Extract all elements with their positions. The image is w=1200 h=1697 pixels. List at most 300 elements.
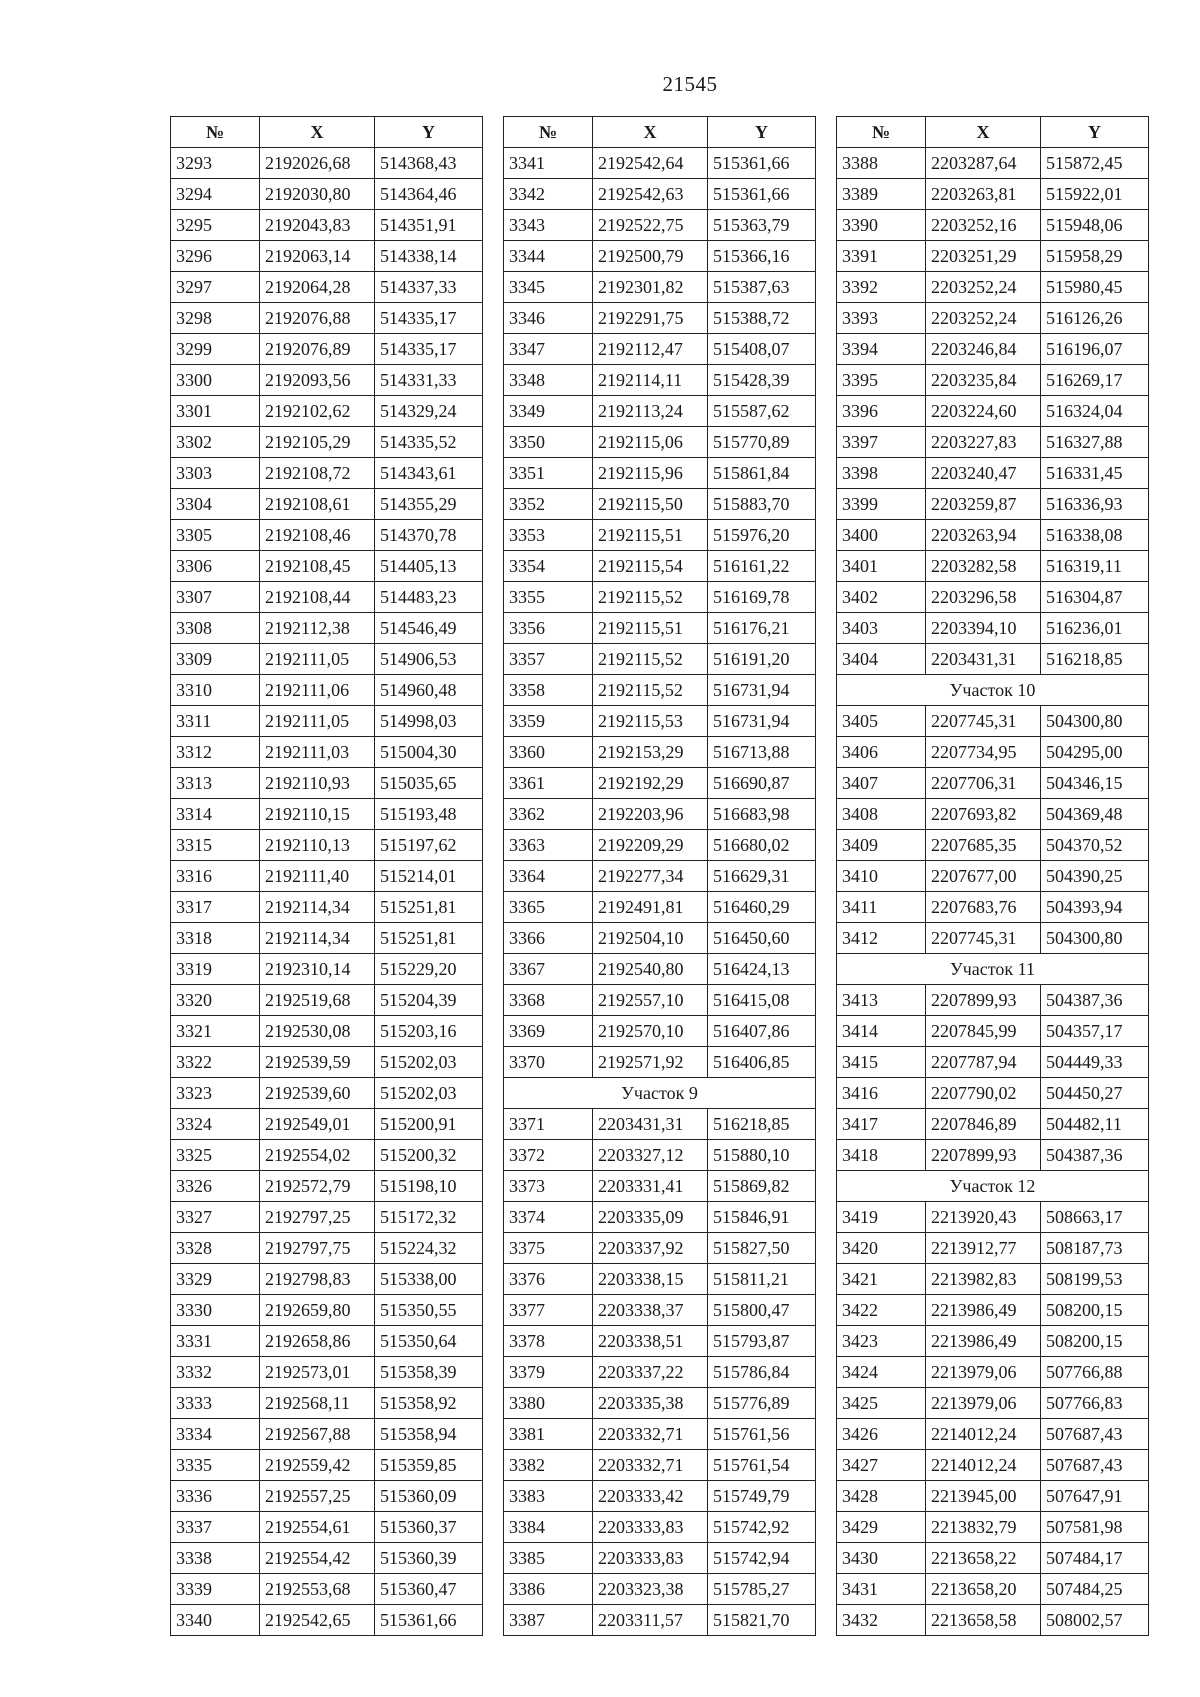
point-number: 3394 [837, 334, 926, 365]
table-row [504, 1481, 816, 1512]
x-coordinate: 2192108,44 [260, 582, 375, 613]
header-row [171, 117, 483, 148]
table-row [171, 923, 483, 954]
x-coordinate: 2192064,28 [260, 272, 375, 303]
y-coordinate: 507766,88 [1041, 1357, 1149, 1388]
header-row [504, 117, 816, 148]
x-coordinate: 2192108,46 [260, 520, 375, 551]
table-row [171, 644, 483, 675]
x-coordinate: 2207685,35 [926, 830, 1041, 861]
y-coordinate: 508002,57 [1041, 1605, 1149, 1636]
coordinates-table-3 [836, 116, 1149, 1636]
x-coordinate: 2192557,10 [593, 985, 708, 1016]
x-coordinate: 2203224,60 [926, 396, 1041, 427]
y-coordinate: 516218,85 [708, 1109, 816, 1140]
x-coordinate: 2192115,50 [593, 489, 708, 520]
table-row [171, 985, 483, 1016]
point-number: 3335 [171, 1450, 260, 1481]
table-row [837, 737, 1149, 768]
point-number: 3381 [504, 1419, 593, 1450]
y-coordinate: 507581,98 [1041, 1512, 1149, 1543]
x-coordinate: 2207790,02 [926, 1078, 1041, 1109]
table-row [504, 396, 816, 427]
y-coordinate: 516319,11 [1041, 551, 1149, 582]
point-number: 3297 [171, 272, 260, 303]
table-row [171, 365, 483, 396]
y-coordinate: 515880,10 [708, 1140, 816, 1171]
point-number: 3294 [171, 179, 260, 210]
x-coordinate: 2203323,38 [593, 1574, 708, 1605]
x-coordinate: 2192554,42 [260, 1543, 375, 1574]
y-coordinate: 514370,78 [375, 520, 483, 551]
point-number: 3408 [837, 799, 926, 830]
point-number: 3374 [504, 1202, 593, 1233]
x-coordinate: 2213986,49 [926, 1295, 1041, 1326]
x-coordinate: 2207845,99 [926, 1016, 1041, 1047]
table-row [171, 1264, 483, 1295]
x-coordinate: 2214012,24 [926, 1450, 1041, 1481]
table-row [171, 1171, 483, 1202]
point-number: 3327 [171, 1202, 260, 1233]
table-row [504, 520, 816, 551]
x-coordinate: 2192153,29 [593, 737, 708, 768]
table-row [837, 1202, 1149, 1233]
x-coordinate: 2192557,25 [260, 1481, 375, 1512]
x-coordinate: 2192798,83 [260, 1264, 375, 1295]
table-row [504, 799, 816, 830]
y-coordinate: 515387,63 [708, 272, 816, 303]
table-row [171, 706, 483, 737]
point-number: 3382 [504, 1450, 593, 1481]
y-coordinate: 515350,55 [375, 1295, 483, 1326]
x-coordinate: 2192559,42 [260, 1450, 375, 1481]
x-coordinate: 2192108,72 [260, 458, 375, 489]
point-number: 3319 [171, 954, 260, 985]
y-coordinate: 515202,03 [375, 1078, 483, 1109]
coordinates-table-2 [503, 116, 816, 1636]
x-coordinate: 2192115,51 [593, 613, 708, 644]
table-row [504, 985, 816, 1016]
table-row [504, 675, 816, 706]
y-coordinate: 514405,13 [375, 551, 483, 582]
point-number: 3396 [837, 396, 926, 427]
point-number: 3400 [837, 520, 926, 551]
x-coordinate: 2192112,38 [260, 613, 375, 644]
point-number: 3305 [171, 520, 260, 551]
x-coordinate: 2213979,06 [926, 1357, 1041, 1388]
y-coordinate: 515811,21 [708, 1264, 816, 1295]
table-row [837, 892, 1149, 923]
y-coordinate: 515388,72 [708, 303, 816, 334]
x-coordinate: 2203394,10 [926, 613, 1041, 644]
point-number: 3398 [837, 458, 926, 489]
table-row [504, 582, 816, 613]
x-coordinate: 2192030,80 [260, 179, 375, 210]
table-row [504, 892, 816, 923]
header-y: Y [1041, 117, 1149, 148]
table-row [504, 1450, 816, 1481]
y-coordinate: 515861,84 [708, 458, 816, 489]
table-row [171, 1078, 483, 1109]
x-coordinate: 2192108,61 [260, 489, 375, 520]
point-number: 3413 [837, 985, 926, 1016]
x-coordinate: 2192115,54 [593, 551, 708, 582]
x-coordinate: 2213979,06 [926, 1388, 1041, 1419]
y-coordinate: 504387,36 [1041, 1140, 1149, 1171]
y-coordinate: 514960,48 [375, 675, 483, 706]
point-number: 3397 [837, 427, 926, 458]
table-row [171, 830, 483, 861]
table-row [837, 272, 1149, 303]
y-coordinate: 515358,94 [375, 1419, 483, 1450]
x-coordinate: 2192102,62 [260, 396, 375, 427]
point-number: 3425 [837, 1388, 926, 1419]
table-row [504, 1016, 816, 1047]
point-number: 3416 [837, 1078, 926, 1109]
x-coordinate: 2192026,68 [260, 148, 375, 179]
y-coordinate: 516629,31 [708, 861, 816, 892]
x-coordinate: 2192549,01 [260, 1109, 375, 1140]
table-row [837, 396, 1149, 427]
table-row [837, 1295, 1149, 1326]
y-coordinate: 515749,79 [708, 1481, 816, 1512]
x-coordinate: 2192542,65 [260, 1605, 375, 1636]
point-number: 3399 [837, 489, 926, 520]
table-row [504, 706, 816, 737]
x-coordinate: 2203335,38 [593, 1388, 708, 1419]
table-row [837, 830, 1149, 861]
y-coordinate: 504369,48 [1041, 799, 1149, 830]
table-row [837, 613, 1149, 644]
point-number: 3304 [171, 489, 260, 520]
y-coordinate: 514329,24 [375, 396, 483, 427]
y-coordinate: 516218,85 [1041, 644, 1149, 675]
point-number: 3371 [504, 1109, 593, 1140]
x-coordinate: 2192108,45 [260, 551, 375, 582]
point-number: 3403 [837, 613, 926, 644]
point-number: 3302 [171, 427, 260, 458]
x-coordinate: 2192209,29 [593, 830, 708, 861]
x-coordinate: 2203338,51 [593, 1326, 708, 1357]
point-number: 3348 [504, 365, 593, 396]
y-coordinate: 516196,07 [1041, 334, 1149, 365]
table-row [171, 458, 483, 489]
x-coordinate: 2192115,06 [593, 427, 708, 458]
table-row [171, 1543, 483, 1574]
x-coordinate: 2203335,09 [593, 1202, 708, 1233]
point-number: 3383 [504, 1481, 593, 1512]
point-number: 3392 [837, 272, 926, 303]
table-row [504, 210, 816, 241]
point-number: 3355 [504, 582, 593, 613]
point-number: 3407 [837, 768, 926, 799]
point-number: 3342 [504, 179, 593, 210]
x-coordinate: 2203263,94 [926, 520, 1041, 551]
point-number: 3337 [171, 1512, 260, 1543]
y-coordinate: 516176,21 [708, 613, 816, 644]
point-number: 3359 [504, 706, 593, 737]
table-row [504, 427, 816, 458]
x-coordinate: 2192110,15 [260, 799, 375, 830]
x-coordinate: 2192111,40 [260, 861, 375, 892]
y-coordinate: 516680,02 [708, 830, 816, 861]
x-coordinate: 2203332,71 [593, 1419, 708, 1450]
table-row [171, 1574, 483, 1605]
y-coordinate: 515948,06 [1041, 210, 1149, 241]
y-coordinate: 515360,47 [375, 1574, 483, 1605]
x-coordinate: 2213912,77 [926, 1233, 1041, 1264]
point-number: 3431 [837, 1574, 926, 1605]
table-row [171, 148, 483, 179]
table-row [837, 1388, 1149, 1419]
x-coordinate: 2207693,82 [926, 799, 1041, 830]
table-row [504, 1140, 816, 1171]
x-coordinate: 2203252,24 [926, 303, 1041, 334]
table-row [504, 1574, 816, 1605]
point-number: 3410 [837, 861, 926, 892]
point-number: 3328 [171, 1233, 260, 1264]
x-coordinate: 2207846,89 [926, 1109, 1041, 1140]
y-coordinate: 504300,80 [1041, 706, 1149, 737]
x-coordinate: 2192539,60 [260, 1078, 375, 1109]
point-number: 3404 [837, 644, 926, 675]
point-number: 3315 [171, 830, 260, 861]
y-coordinate: 516236,01 [1041, 613, 1149, 644]
point-number: 3350 [504, 427, 593, 458]
point-number: 3353 [504, 520, 593, 551]
point-number: 3354 [504, 551, 593, 582]
table-row [504, 303, 816, 334]
point-number: 3309 [171, 644, 260, 675]
point-number: 3346 [504, 303, 593, 334]
y-coordinate: 515200,91 [375, 1109, 483, 1140]
point-number: 3432 [837, 1605, 926, 1636]
y-coordinate: 516407,86 [708, 1016, 816, 1047]
header-y: Y [375, 117, 483, 148]
x-coordinate: 2192115,53 [593, 706, 708, 737]
x-coordinate: 2192114,34 [260, 923, 375, 954]
x-coordinate: 2192504,10 [593, 923, 708, 954]
table-row [504, 241, 816, 272]
table-row [171, 241, 483, 272]
point-number: 3300 [171, 365, 260, 396]
table-row [837, 1047, 1149, 1078]
y-coordinate: 504390,25 [1041, 861, 1149, 892]
point-number: 3314 [171, 799, 260, 830]
table-row [837, 210, 1149, 241]
table-row [171, 210, 483, 241]
y-coordinate: 507484,17 [1041, 1543, 1149, 1574]
point-number: 3417 [837, 1109, 926, 1140]
y-coordinate: 514337,33 [375, 272, 483, 303]
table-row [837, 706, 1149, 737]
table-row [837, 1357, 1149, 1388]
y-coordinate: 514998,03 [375, 706, 483, 737]
y-coordinate: 515198,10 [375, 1171, 483, 1202]
point-number: 3338 [171, 1543, 260, 1574]
y-coordinate: 515761,54 [708, 1450, 816, 1481]
y-coordinate: 514343,61 [375, 458, 483, 489]
x-coordinate: 2192658,86 [260, 1326, 375, 1357]
y-coordinate: 515172,32 [375, 1202, 483, 1233]
y-coordinate: 504449,33 [1041, 1047, 1149, 1078]
table-row [504, 1388, 816, 1419]
x-coordinate: 2192573,01 [260, 1357, 375, 1388]
table-row [171, 892, 483, 923]
y-coordinate: 515428,39 [708, 365, 816, 396]
y-coordinate: 514906,53 [375, 644, 483, 675]
y-coordinate: 516415,08 [708, 985, 816, 1016]
section-row [837, 1171, 1149, 1202]
x-coordinate: 2203263,81 [926, 179, 1041, 210]
y-coordinate: 514331,33 [375, 365, 483, 396]
point-number: 3375 [504, 1233, 593, 1264]
point-number: 3405 [837, 706, 926, 737]
y-coordinate: 515350,64 [375, 1326, 483, 1357]
y-coordinate: 516304,87 [1041, 582, 1149, 613]
y-coordinate: 515846,91 [708, 1202, 816, 1233]
table-row [504, 830, 816, 861]
y-coordinate: 515976,20 [708, 520, 816, 551]
y-coordinate: 515204,39 [375, 985, 483, 1016]
point-number: 3360 [504, 737, 593, 768]
y-coordinate: 516450,60 [708, 923, 816, 954]
point-number: 3401 [837, 551, 926, 582]
x-coordinate: 2213658,22 [926, 1543, 1041, 1574]
x-coordinate: 2192542,63 [593, 179, 708, 210]
y-coordinate: 515770,89 [708, 427, 816, 458]
y-coordinate: 515203,16 [375, 1016, 483, 1047]
header-x: X [926, 117, 1041, 148]
y-coordinate: 514335,17 [375, 303, 483, 334]
x-coordinate: 2203332,71 [593, 1450, 708, 1481]
y-coordinate: 514335,17 [375, 334, 483, 365]
x-coordinate: 2192111,05 [260, 644, 375, 675]
y-coordinate: 516338,08 [1041, 520, 1149, 551]
point-number: 3330 [171, 1295, 260, 1326]
table-row [171, 334, 483, 365]
point-number: 3339 [171, 1574, 260, 1605]
point-number: 3307 [171, 582, 260, 613]
point-number: 3332 [171, 1357, 260, 1388]
table-row [171, 1295, 483, 1326]
x-coordinate: 2203338,15 [593, 1264, 708, 1295]
x-coordinate: 2203296,58 [926, 582, 1041, 613]
table-row [171, 1388, 483, 1419]
page-number: 21545 [662, 72, 718, 96]
y-coordinate: 516406,85 [708, 1047, 816, 1078]
point-number: 3388 [837, 148, 926, 179]
x-coordinate: 2192111,06 [260, 675, 375, 706]
point-number: 3316 [171, 861, 260, 892]
x-coordinate: 2203227,83 [926, 427, 1041, 458]
point-number: 3308 [171, 613, 260, 644]
point-number: 3349 [504, 396, 593, 427]
table-row [837, 1543, 1149, 1574]
x-coordinate: 2203331,41 [593, 1171, 708, 1202]
y-coordinate: 515776,89 [708, 1388, 816, 1419]
point-number: 3362 [504, 799, 593, 830]
x-coordinate: 2192797,75 [260, 1233, 375, 1264]
y-coordinate: 515883,70 [708, 489, 816, 520]
header-number: № [837, 117, 926, 148]
table-row [171, 1202, 483, 1233]
table-row [837, 644, 1149, 675]
y-coordinate: 514351,91 [375, 210, 483, 241]
table-row [837, 334, 1149, 365]
x-coordinate: 2207787,94 [926, 1047, 1041, 1078]
x-coordinate: 2213986,49 [926, 1326, 1041, 1357]
table-row [171, 1419, 483, 1450]
point-number: 3311 [171, 706, 260, 737]
table-row [837, 861, 1149, 892]
table-row [504, 768, 816, 799]
point-number: 3356 [504, 613, 593, 644]
y-coordinate: 516169,78 [708, 582, 816, 613]
table-row [504, 489, 816, 520]
point-number: 3324 [171, 1109, 260, 1140]
section-row [837, 675, 1149, 706]
y-coordinate: 516126,26 [1041, 303, 1149, 334]
point-number: 3357 [504, 644, 593, 675]
y-coordinate: 515224,32 [375, 1233, 483, 1264]
point-number: 3306 [171, 551, 260, 582]
table-row [837, 458, 1149, 489]
table-row [504, 334, 816, 365]
y-coordinate: 504346,15 [1041, 768, 1149, 799]
y-coordinate: 515214,01 [375, 861, 483, 892]
table-row [837, 303, 1149, 334]
point-number: 3296 [171, 241, 260, 272]
point-number: 3376 [504, 1264, 593, 1295]
point-number: 3426 [837, 1419, 926, 1450]
x-coordinate: 2213658,20 [926, 1574, 1041, 1605]
y-coordinate: 504482,11 [1041, 1109, 1149, 1140]
table-row [837, 489, 1149, 520]
point-number: 3364 [504, 861, 593, 892]
table-row [504, 1295, 816, 1326]
y-coordinate: 515358,39 [375, 1357, 483, 1388]
table-row [504, 1326, 816, 1357]
x-coordinate: 2203235,84 [926, 365, 1041, 396]
point-number: 3303 [171, 458, 260, 489]
point-number: 3344 [504, 241, 593, 272]
y-coordinate: 515193,48 [375, 799, 483, 830]
y-coordinate: 516683,98 [708, 799, 816, 830]
x-coordinate: 2203311,57 [593, 1605, 708, 1636]
table-row [171, 489, 483, 520]
x-coordinate: 2192797,25 [260, 1202, 375, 1233]
point-number: 3368 [504, 985, 593, 1016]
table-row [504, 1047, 816, 1078]
y-coordinate: 504295,00 [1041, 737, 1149, 768]
point-number: 3366 [504, 923, 593, 954]
table-row [171, 954, 483, 985]
x-coordinate: 2203431,31 [593, 1109, 708, 1140]
table-row [837, 427, 1149, 458]
x-coordinate: 2192519,68 [260, 985, 375, 1016]
point-number: 3336 [171, 1481, 260, 1512]
x-coordinate: 2213658,58 [926, 1605, 1041, 1636]
point-number: 3379 [504, 1357, 593, 1388]
point-number: 3389 [837, 179, 926, 210]
point-number: 3373 [504, 1171, 593, 1202]
table-row [171, 1109, 483, 1140]
table-row [504, 1233, 816, 1264]
point-number: 3419 [837, 1202, 926, 1233]
y-coordinate: 516191,20 [708, 644, 816, 675]
y-coordinate: 515800,47 [708, 1295, 816, 1326]
